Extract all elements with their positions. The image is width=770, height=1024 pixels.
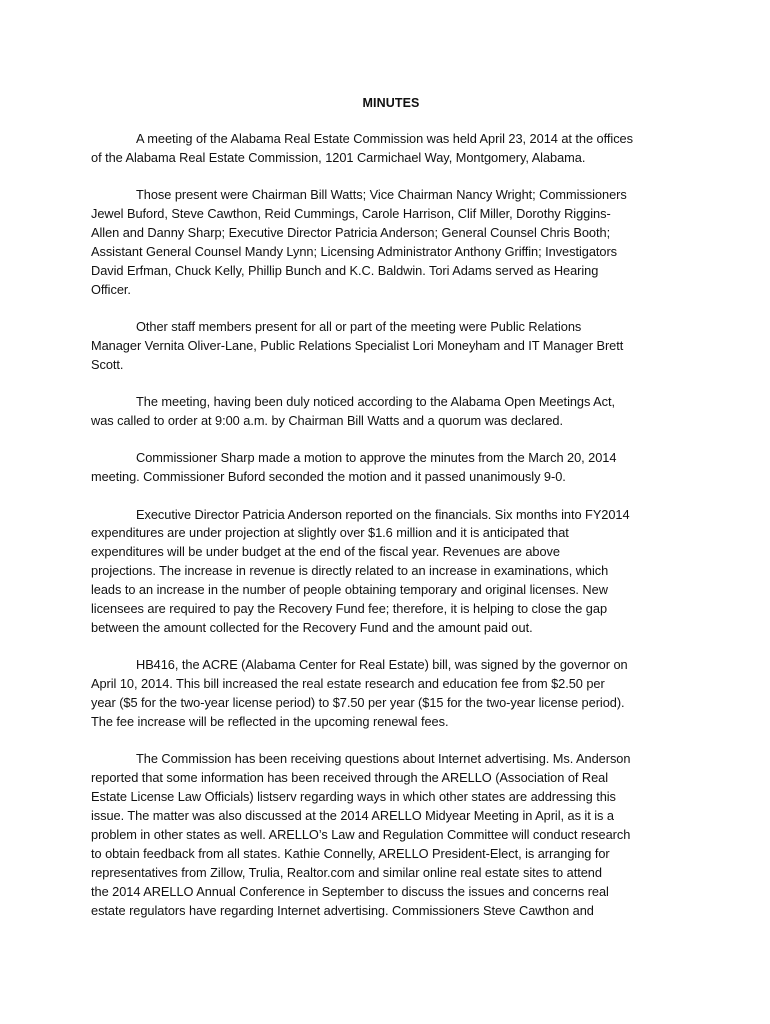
paragraph-line: Executive Director Patricia Anderson reported on the financials. Six months into FY2014 xyxy=(136,506,630,522)
paragraph xyxy=(91,750,691,920)
paragraph-line: Commissioner Sharp made a motion to approve the minutes from the March 20, 2014 xyxy=(136,450,617,466)
paragraph-line: Assistant General Counsel Mandy Lynn; Licensing Administrator Anthony Griffin; Investigators xyxy=(91,243,618,259)
paragraph-line: reported that some information has been received through the ARELLO (Association of Real xyxy=(91,770,609,786)
paragraph-line: expenditures will be under budget at the end of the fiscal year. Revenues are above xyxy=(91,544,560,560)
paragraph xyxy=(91,656,691,732)
paragraph-line: issue. The matter was also discussed at the 2014 ARELLO Midyear Meeting in April, as it is a xyxy=(91,808,614,824)
paragraph-line: Scott. xyxy=(91,356,124,372)
paragraph-line: Officer. xyxy=(91,281,131,297)
paragraph-line: David Erfman, Chuck Kelly, Phillip Bunch and K.C. Baldwin. Tori Adams served as Hearing xyxy=(91,262,599,278)
paragraph-line: Allen and Danny Sharp; Executive Director Patricia Anderson; General Counsel Chris Booth; xyxy=(91,225,611,241)
paragraph-list xyxy=(91,130,691,920)
paragraph-line: of the Alabama Real Estate Commission, 1201 Carmichael Way, Montgomery, Alabama. xyxy=(91,149,586,165)
paragraph xyxy=(91,186,691,299)
paragraph-line: representatives from Zillow, Trulia, Realtor.com and similar online real estate sites to attend xyxy=(91,864,602,880)
paragraph-line: projections. The increase in revenue is directly related to an increase in examinations, which xyxy=(91,563,609,579)
paragraph-line: was called to order at 9:00 a.m. by Chairman Bill Watts and a quorum was declared. xyxy=(91,413,563,429)
paragraph-line: A meeting of the Alabama Real Estate Commission was held April 23, 2014 at the offices xyxy=(136,131,633,146)
paragraph-line: leads to an increase in the number of people obtaining temporary and original licenses. New xyxy=(91,582,608,598)
paragraph-line: HB416, the ACRE (Alabama Center for Real Estate) bill, was signed by the governor on xyxy=(136,657,628,673)
document-body xyxy=(91,94,691,939)
paragraph-line: The fee increase will be reflected in the upcoming renewal fees. xyxy=(91,714,449,729)
paragraph-line: expenditures are under projection at slightly over $1.6 million and it is anticipated that xyxy=(91,525,569,541)
paragraph-line: to obtain feedback from all states. Kathie Connelly, ARELLO President-Elect, is arranging for xyxy=(91,845,610,861)
page-title: MINUTES xyxy=(362,96,420,110)
paragraph-line: licensees are required to pay the Recovery Fund fee; therefore, it is helping to close the gap xyxy=(91,601,608,617)
paragraph-line: meeting. Commissioner Buford seconded the motion and it passed unanimously 9-0. xyxy=(91,469,566,485)
paragraph-line: between the amount collected for the Recovery Fund and the amount paid out. xyxy=(91,619,533,635)
paragraph-line: problem in other states as well. ARELLO’s Law and Regulation Committee will conduct research xyxy=(91,826,631,842)
paragraph xyxy=(91,318,691,375)
paragraph-line: Those present were Chairman Bill Watts; Vice Chairman Nancy Wright; Commissioners xyxy=(136,187,627,203)
paragraph-line: Manager Vernita Oliver-Lane, Public Relations Specialist Lori Moneyham and IT Manager Brett xyxy=(91,337,624,353)
paragraph xyxy=(91,506,691,638)
paragraph-line: Other staff members present for all or part of the meeting were Public Relations xyxy=(136,319,582,335)
paragraph-line: Estate License Law Officials) listserv regarding ways in which other states are addressing this xyxy=(91,789,616,805)
paragraph-line: year ($5 for the two-year license period) to $7.50 per year ($15 for the two-year license period). xyxy=(91,695,625,711)
paragraph-line: April 10, 2014. This bill increased the real estate research and education fee from $2.50 per xyxy=(91,676,605,692)
paragraph-line: The Commission has been receiving questions about Internet advertising. Ms. Anderson xyxy=(136,751,631,767)
paragraph-line: The meeting, having been duly noticed according to the Alabama Open Meetings Act, xyxy=(136,394,615,410)
paragraph-line: estate regulators have regarding Internet advertising. Commissioners Steve Cawthon and xyxy=(91,902,594,918)
paragraph xyxy=(91,449,691,487)
paragraph-line: Jewel Buford, Steve Cawthon, Reid Cummings, Carole Harrison, Clif Miller, Dorothy Riggins- xyxy=(91,206,611,222)
paragraph xyxy=(91,393,691,431)
paragraph xyxy=(91,130,691,168)
paragraph-line: the 2014 ARELLO Annual Conference in September to discuss the issues and concerns real xyxy=(91,883,609,899)
